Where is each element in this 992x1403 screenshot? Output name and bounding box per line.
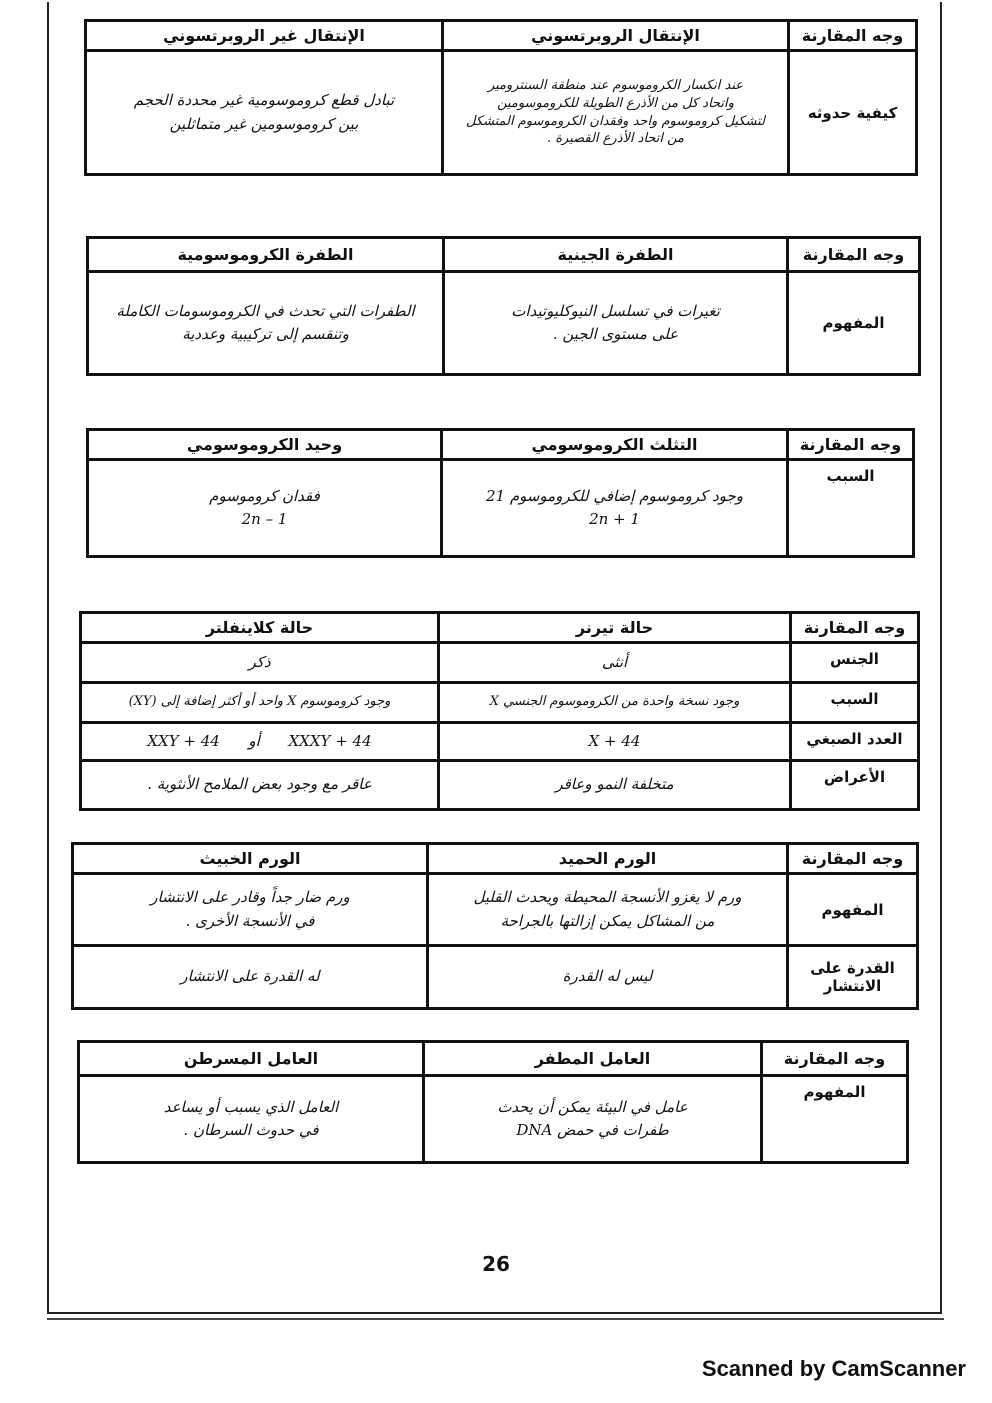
cell-line: فقدان كروموسوم xyxy=(209,486,320,505)
cell-klinefelter-karyotype: 44 + XXXY أو 44 + XXY xyxy=(81,723,439,761)
comparison-table-agents xyxy=(77,1040,909,1164)
cell-line: بين كروموسومين غير متماثلين xyxy=(169,114,359,133)
header-non-robertsonian: الإنتقال غير الروبرتسوني xyxy=(86,21,443,51)
comparison-table-aneuploidy xyxy=(86,428,915,558)
header-benign-tumor: الورم الحميد xyxy=(428,844,788,874)
cell-line: تغيرات في تسلسل النيوكليوتيدات xyxy=(511,301,720,320)
cell-turner-cause: وجود نسخة واحدة من الكروموسوم الجنسي X xyxy=(439,683,791,723)
cell-line: في حدوث السرطان . xyxy=(183,1121,319,1139)
cell-robertsonian-occurrence xyxy=(443,51,789,175)
header-turner: حالة تيرنر xyxy=(439,613,791,643)
cell-klinefelter-cause: وجود كروموسوم X واحد أو أكثر إضافة إلى (XY) xyxy=(81,683,439,723)
cell-klinefelter-sex: ذكر xyxy=(81,643,439,683)
cell-line: تبادل قطع كروموسومية غير محددة الحجم xyxy=(133,91,395,110)
cell-line: من المشاكل يمكن إزالتها بالجراحة xyxy=(500,911,715,930)
cell-turner-symptoms: متخلفة النمو وعاقر xyxy=(439,761,791,810)
cell-turner-sex: أنثى xyxy=(439,643,791,683)
header-aspect: وجه المقارنة xyxy=(788,844,918,874)
cell-trisomy-cause xyxy=(442,460,788,557)
header-trisomy: التثلث الكروموسومي xyxy=(442,430,788,460)
row-aspect-concept: المفهوم xyxy=(788,272,920,375)
row-aspect-symptoms: الأعراض xyxy=(791,761,919,810)
row-aspect-karyotype: العدد الصبغي xyxy=(791,723,919,761)
header-aspect: وجه المقارنة xyxy=(762,1042,908,1076)
cell-line: عند انكسار الكروموسوم عند منطقة السنترومير xyxy=(487,78,744,94)
cell-line: واتحاد كل من الأذرع الطويلة للكروموسومين xyxy=(497,95,734,111)
cell-carcinogen-concept xyxy=(79,1076,424,1163)
header-chromosomal-mutation: الطفرة الكروموسومية xyxy=(88,238,444,272)
cell-line: وتنقسم إلى تركيبية وعددية xyxy=(182,325,349,343)
cell-line: طفرات في حمض DNA xyxy=(516,1121,669,1139)
cell-line: ورم ضار جداً وقادر على الانتشار xyxy=(150,888,350,907)
cell-line: ورم لا يغزو الأنسجة المحيطة ويحدث القليل xyxy=(473,888,742,907)
scanner-watermark: Scanned by CamScanner xyxy=(701,1356,966,1381)
cell-gene-mutation-concept xyxy=(444,272,788,375)
cell-line: لتشكيل كروموسوم واحد وفقدان الكروموسوم المتشكل xyxy=(465,113,766,129)
cell-line: الطفرات التي تحدث في الكروموسومات الكاملة xyxy=(116,301,415,320)
comparison-table-mutations xyxy=(86,236,921,376)
cell-monosomy-cause xyxy=(88,460,442,557)
comparison-table-translocation xyxy=(84,19,918,176)
row-aspect-spread: القدرة على الانتشار xyxy=(788,946,918,1009)
cell-line: على مستوى الجين . xyxy=(552,325,679,343)
row-aspect-sex: الجنس xyxy=(791,643,919,683)
row-aspect-occurrence: كيفية حدوثه xyxy=(789,51,917,175)
header-robertsonian: الإنتقال الروبرتسوني xyxy=(443,21,789,51)
cell-malignant-spread: له القدرة على الانتشار xyxy=(73,946,428,1009)
cell-line: العامل الذي يسبب أو يساعد xyxy=(163,1097,339,1116)
cell-line: في الأنسجة الأخرى . xyxy=(185,911,315,930)
row-aspect-concept: المفهوم xyxy=(762,1076,908,1163)
comparison-table-tumors xyxy=(71,842,919,1010)
header-klinefelter: حالة كلاينفلتر xyxy=(81,613,439,643)
row-aspect-cause: السبب xyxy=(788,460,914,557)
cell-line: وجود كروموسوم إضافي للكروموسوم 21 xyxy=(485,486,744,505)
cell-non-robertsonian-occurrence xyxy=(86,51,443,175)
cell-klinefelter-symptoms: عاقر مع وجود بعض الملامح الأنثوية . xyxy=(81,761,439,810)
header-aspect: وجه المقارنة xyxy=(789,21,917,51)
header-monosomy: وحيد الكروموسومي xyxy=(88,430,442,460)
page-number: 26 xyxy=(482,1252,510,1276)
header-aspect: وجه المقارنة xyxy=(788,430,914,460)
cell-malignant-concept xyxy=(73,874,428,946)
header-malignant-tumor: الورم الخبيث xyxy=(73,844,428,874)
row-aspect-cause: السبب xyxy=(791,683,919,723)
comparison-table-syndromes xyxy=(79,611,920,811)
header-aspect: وجه المقارنة xyxy=(788,238,920,272)
header-carcinogen: العامل المسرطن xyxy=(79,1042,424,1076)
page-bottom-line xyxy=(47,1318,944,1320)
cell-benign-concept xyxy=(428,874,788,946)
row-aspect-concept: المفهوم xyxy=(788,874,918,946)
cell-line: عامل في البيئة يمكن أن يحدث xyxy=(497,1097,688,1116)
cell-line: 2n – 1 xyxy=(241,510,288,528)
cell-benign-spread: ليس له القدرة xyxy=(428,946,788,1009)
cell-mutagen-concept xyxy=(424,1076,762,1163)
header-mutagen: العامل المطفر xyxy=(424,1042,762,1076)
header-aspect: وجه المقارنة xyxy=(791,613,919,643)
cell-turner-karyotype: 44 + X xyxy=(439,723,791,761)
cell-chromosomal-mutation-concept xyxy=(88,272,444,375)
cell-line: 2n + 1 xyxy=(589,510,640,528)
header-gene-mutation: الطفرة الجينية xyxy=(444,238,788,272)
cell-line: من اتحاد الأذرع القصيرة . xyxy=(546,131,685,147)
